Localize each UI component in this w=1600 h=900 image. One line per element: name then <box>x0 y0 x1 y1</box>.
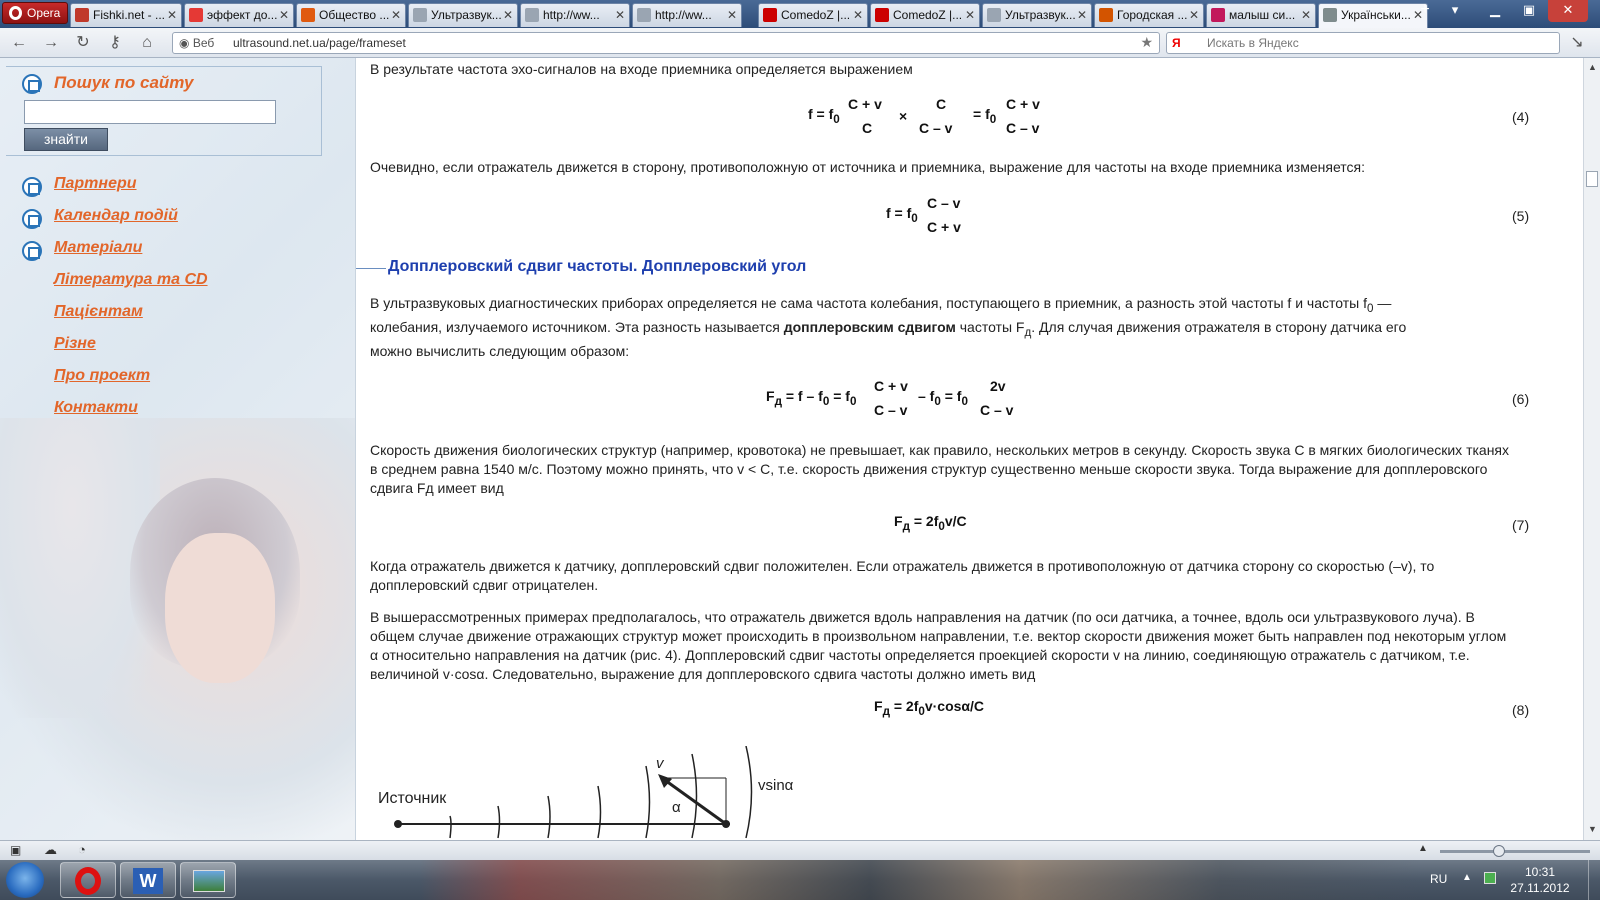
word-taskbar-button[interactable] <box>120 862 176 898</box>
opera-logo-icon <box>9 6 22 20</box>
equation-6-mid: – $f_0 = f_0$ <box>918 388 968 408</box>
show-desktop-button[interactable] <box>1588 860 1600 900</box>
tab-title: ComedoZ |... <box>781 8 851 22</box>
tab-close-icon[interactable]: ✕ <box>166 8 177 22</box>
panel-toggle-icon[interactable]: ▣ <box>10 843 22 857</box>
bookmark-star-icon[interactable]: ★ <box>1140 34 1153 50</box>
tab-title: http://ww... <box>655 8 712 22</box>
tab-favicon-icon <box>875 8 889 22</box>
browser-tab[interactable] <box>632 3 742 27</box>
equation-4-den1: C <box>862 120 873 136</box>
tab-favicon-icon <box>1323 8 1337 22</box>
paragraph-6: В вышерассмотренных примерах предполагалось, что отражатель движется вдоль направления на датчик (по оси датчика, а точнее, вдоль оси ультразвукового луча). В общем случае движение отражающих структур может происходить в произвольном направлении, т.е. вектор скорости движения может быть направлен под некоторым углом α относительно направления на датчик (рис. 4). Допплеровский сдвиг частоты определяется проекцией скорости v на линию, соединяющую отражатель с датчиком, т.е. величиной v·cosα. Следовательно, выражение для допплеровского сдвига частоты должно иметь вид <box>370 609 1507 682</box>
browser-tab[interactable] <box>1206 3 1316 27</box>
start-button[interactable] <box>6 862 44 898</box>
tab-menu-icon[interactable]: ▾ <box>1451 2 1459 17</box>
equation-6-num1: C + v <box>874 378 908 394</box>
equation-7-number: (7) <box>1512 517 1530 533</box>
equation-4-lhs: $f = f_0$ <box>808 106 840 126</box>
yandex-logo-icon: Я <box>1172 36 1181 50</box>
equation-8-number: (8) <box>1512 702 1530 718</box>
tab-close-icon[interactable]: ✕ <box>614 8 625 22</box>
sidebar-menu-item[interactable]: Партнери <box>54 175 137 192</box>
heading-rule <box>356 268 386 269</box>
zoom-slider-knob[interactable] <box>1493 845 1505 857</box>
yandex-search-input[interactable] <box>1166 32 1560 54</box>
minimize-button[interactable]: ▁ <box>1490 2 1500 17</box>
tab-close-icon[interactable]: ✕ <box>502 8 513 22</box>
equation-5-den: C + v <box>927 219 961 235</box>
key-icon[interactable]: ⚷ <box>109 34 121 51</box>
tab-favicon-icon <box>987 8 1001 22</box>
sidebar-menu-item[interactable]: Література та CD <box>54 271 208 288</box>
language-indicator[interactable]: RU <box>1430 872 1448 886</box>
window-icon <box>22 74 42 94</box>
equation-4-times: × <box>899 108 908 124</box>
paragraph-3: В ультразвуковых диагностических приборах определяется не сама частота колебания, поступающего в приемник, а разность этой частоты f и частоты $f_0$ — колебания, излучаемого источником. Эта разность называется допплеровским сдвигом частоты $F_д$. Для случая движения отражателя в сторону датчика его можно вычислить следующим образом: <box>370 295 1407 359</box>
figure-source-dot <box>394 820 402 828</box>
tab-title: Fishki.net - ... <box>93 8 166 22</box>
forward-arrow-icon[interactable]: → <box>43 34 59 51</box>
url-field[interactable] <box>172 32 1160 54</box>
opera-menu-button[interactable]: Opera <box>2 2 68 24</box>
tab-favicon-icon <box>763 8 777 22</box>
tab-title: ComedoZ |... <box>893 8 963 22</box>
figure-alpha-label: α <box>672 799 681 816</box>
browser-tab[interactable] <box>758 3 868 27</box>
equation-4-den2: C – v <box>919 120 953 136</box>
menu-window-icon <box>22 209 42 229</box>
turbo-icon[interactable]: ◔ <box>78 842 86 857</box>
sidebar-menu-item[interactable]: Різне <box>54 335 96 352</box>
tab-close-icon[interactable]: ✕ <box>1188 8 1199 22</box>
doppler-figure <box>370 746 830 840</box>
tab-favicon-icon <box>525 8 539 22</box>
home-icon[interactable]: ⌂ <box>142 34 152 51</box>
opera-icon <box>75 867 101 895</box>
tab-close-icon[interactable]: ✕ <box>278 8 289 22</box>
browser-tab[interactable] <box>1094 3 1204 27</box>
sidebar-menu-item[interactable]: Про проект <box>54 367 151 384</box>
new-tab-button[interactable]: + <box>1420 1 1430 18</box>
site-search-input[interactable] <box>24 100 276 124</box>
browser-tab[interactable] <box>408 3 518 27</box>
tab-title: Общество ... <box>319 8 390 22</box>
paragraph-1: В результате частота эхо-сигналов на входе приемника определяется выражением <box>370 61 913 77</box>
equation-6-num2: 2v <box>990 378 1006 394</box>
tab-close-icon[interactable]: ✕ <box>1300 8 1311 22</box>
paragraph-4: Скорость движения биологических структур (например, кровотока) не превышает, как правило, нескольких метров в секунду. Скорость звука С в мягких биологических тканях в среднем равна 1540 м/с. Поэтому можно принять, что v < C, т.е. скорость движения структур существенно меньше скорости звука. Тогда выражение для допплеровского сдвига Fд имеет вид <box>370 442 1510 496</box>
browser-tab[interactable] <box>870 3 980 27</box>
tab-close-icon[interactable]: ✕ <box>1076 8 1087 22</box>
search-title: Пошук по сайту <box>54 73 194 92</box>
tab-title: эффект до... <box>207 8 278 22</box>
article-content <box>355 58 1583 840</box>
equation-4-num1: C + v <box>848 96 882 112</box>
zoom-slider-track[interactable] <box>1440 850 1590 853</box>
tab-title: малыш си... <box>1229 8 1296 22</box>
browser-tab[interactable] <box>296 3 406 27</box>
system-clock[interactable]: 10:31 27.11.2012 <box>1510 865 1570 895</box>
browser-tab[interactable] <box>70 3 182 27</box>
opera-taskbar-button[interactable] <box>60 862 116 898</box>
equation-6-lhs: $F_д = f - f_0 = f_0$ <box>766 388 857 408</box>
status-bar <box>0 840 1600 860</box>
browser-tab[interactable] <box>184 3 294 27</box>
paragraph-5: Когда отражатель движется к датчику, допплеровский сдвиг положителен. Если отражатель движется в противоположную от датчика сторону со скоростью (–v), то допплеровский сдвиг отрицателен. <box>370 558 1435 593</box>
tab-bar <box>0 0 1600 28</box>
tray-arrow-icon[interactable]: ▲ <box>1462 872 1472 883</box>
equation-7: $F_д = 2f_0v/C$ <box>894 513 967 533</box>
close-button[interactable]: ✕ <box>1548 0 1588 22</box>
equation-4-number: (4) <box>1512 109 1530 125</box>
tab-favicon-icon <box>75 8 89 22</box>
tab-close-icon[interactable]: ✕ <box>852 8 863 22</box>
zoom-menu-icon[interactable]: ▲ <box>1418 843 1428 854</box>
browser-menu-icon[interactable]: ↘ <box>1570 34 1584 51</box>
sidebar-menu-item[interactable]: Матеріали <box>54 239 143 256</box>
equation-6-den1: C – v <box>874 402 908 418</box>
paragraph-2: Очевидно, если отражатель движется в сторону, противоположную от источника и приемника, выражение для частоты на входе приемника изменяется: <box>370 159 1365 175</box>
maximize-button[interactable]: ▣ <box>1522 2 1536 17</box>
equation-4-den3: C – v <box>1006 120 1040 136</box>
sidebar-menu-item[interactable]: Пацієнтам <box>54 303 143 320</box>
scrollbar-thumb[interactable] <box>1586 171 1598 187</box>
web-badge: ◉ Веб <box>179 36 215 50</box>
tab-close-icon[interactable]: ✕ <box>726 8 737 22</box>
picture-icon <box>193 870 225 892</box>
unite-cloud-icon[interactable]: ☁ <box>44 842 57 857</box>
search-placeholder: Искать в Яндекс <box>1207 36 1299 50</box>
figure-vsin-label: vsinα <box>758 777 794 794</box>
browser-tab[interactable] <box>982 3 1092 27</box>
tab-favicon-icon <box>413 8 427 22</box>
equation-5-lhs: $f = f_0$ <box>886 205 918 225</box>
menu-window-icon <box>22 177 42 197</box>
sidebar-menu-item[interactable]: Контакти <box>54 399 138 416</box>
tab-favicon-icon <box>637 8 651 22</box>
tab-title: http://ww... <box>543 8 600 22</box>
page-scrollbar[interactable]: ▲ ▼ <box>1583 58 1600 840</box>
equation-8: $F_д = 2f_0v\cdot\cos\alpha/C$ <box>874 698 985 718</box>
equation-5-number: (5) <box>1512 208 1530 224</box>
equation-5-num: C – v <box>927 195 961 211</box>
back-arrow-icon[interactable]: ← <box>11 34 27 51</box>
tray-flag-icon[interactable] <box>1484 872 1496 884</box>
url-text: ultrasound.net.ua/page/frameset <box>233 36 406 50</box>
section-heading: Допплеровский сдвиг частоты. Допплеровский угол <box>388 258 807 275</box>
equation-4-rhs: = $f_0$ <box>973 106 997 126</box>
equation-4-num2: C <box>936 96 947 112</box>
windows-taskbar <box>0 860 1600 900</box>
address-bar <box>0 28 1600 58</box>
tab-title: Українськи... <box>1341 8 1411 22</box>
tab-title: Ультразвук... <box>1005 8 1076 22</box>
figure-source-label: Источник <box>378 790 447 807</box>
equation-6-number: (6) <box>1512 391 1530 407</box>
reload-icon[interactable]: ↻ <box>76 34 90 51</box>
tab-favicon-icon <box>1211 8 1225 22</box>
equation-4-num3: C + v <box>1006 96 1040 112</box>
equation-6-den2: C – v <box>980 402 1014 418</box>
tab-favicon-icon <box>1099 8 1113 22</box>
tab-title: Городская ... <box>1117 8 1188 22</box>
tab-title: Ультразвук... <box>431 8 502 22</box>
tab-favicon-icon <box>301 8 315 22</box>
search-button[interactable]: знайти <box>24 128 108 151</box>
figure-arrow-head <box>658 774 672 788</box>
word-icon: W <box>133 868 163 894</box>
figure-v-label: v <box>656 755 664 772</box>
image-viewer-taskbar-button[interactable] <box>180 862 236 898</box>
tab-close-icon[interactable]: ✕ <box>1412 8 1423 22</box>
tab-close-icon[interactable]: ✕ <box>390 8 401 22</box>
browser-tab[interactable] <box>520 3 630 27</box>
background-photo <box>0 418 355 840</box>
tab-close-icon[interactable]: ✕ <box>964 8 975 22</box>
tab-favicon-icon <box>189 8 203 22</box>
menu-window-icon <box>22 241 42 261</box>
sidebar-menu-item[interactable]: Календар подій <box>54 207 178 224</box>
